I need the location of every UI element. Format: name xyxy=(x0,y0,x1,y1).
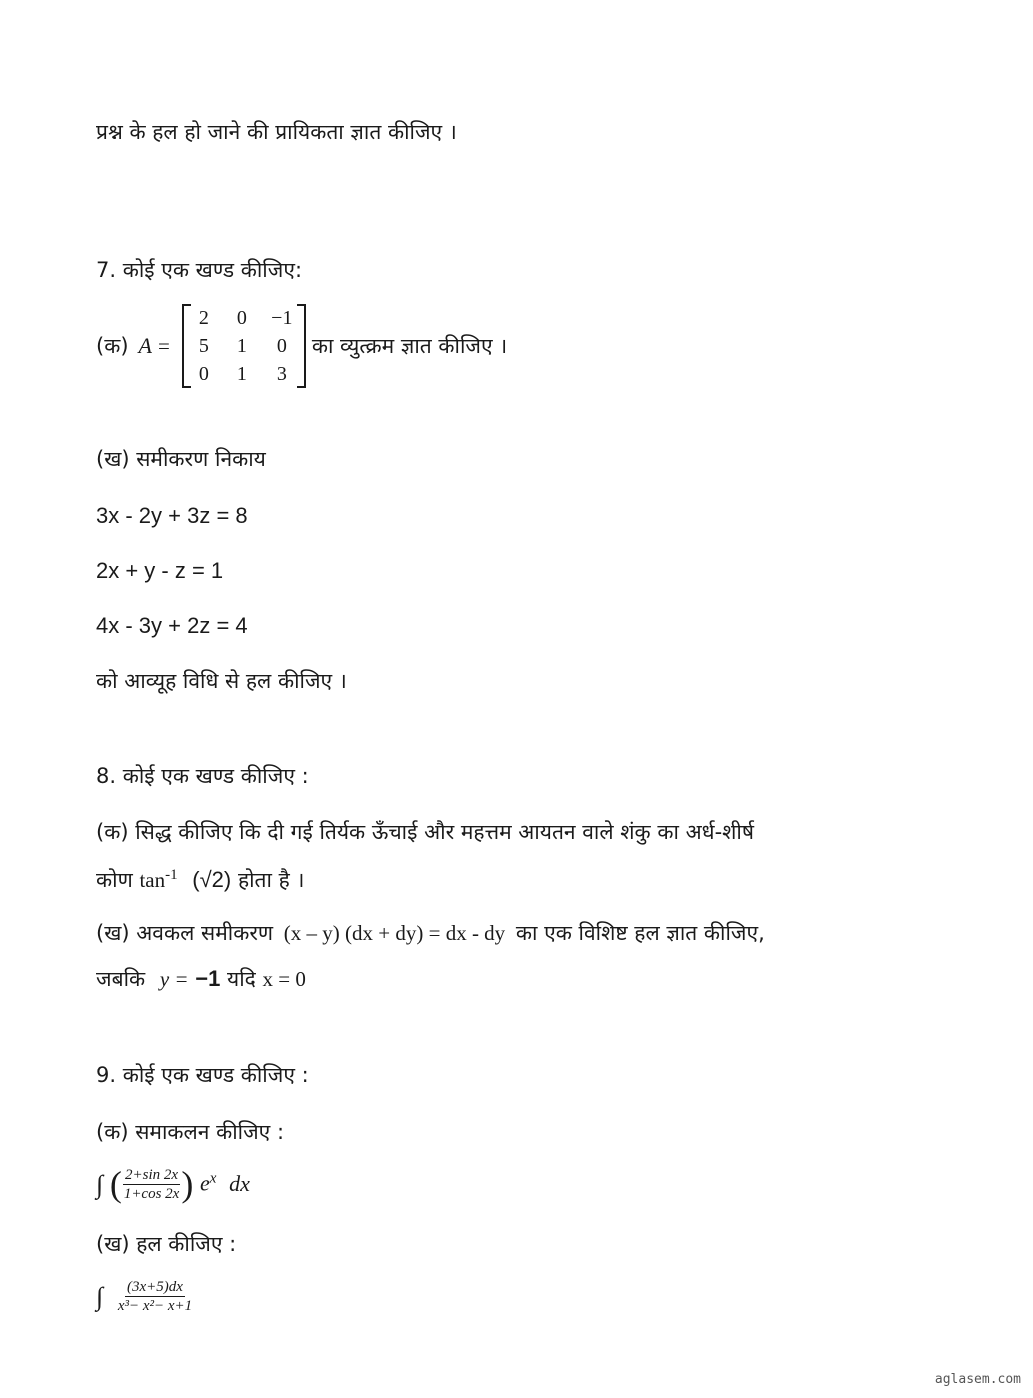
matrix-cell: 3 xyxy=(276,363,287,385)
q9-heading: 9. कोई एक खण्ड कीजिए : xyxy=(96,1063,309,1087)
q8-heading: 8. कोई एक खण्ड कीजिए : xyxy=(96,764,309,788)
q9-a-label: (क) समाकलन कीजिए : xyxy=(96,1120,285,1144)
q7-b-label: (ख) समीकरण निकाय xyxy=(96,447,266,471)
matrix-a xyxy=(182,304,306,388)
integral-b xyxy=(96,1278,194,1315)
tan-text: tan xyxy=(139,868,166,892)
q9-b-label: (ख) हल कीजिए : xyxy=(96,1232,237,1256)
left-paren: ( xyxy=(109,1164,122,1204)
fraction-denominator: x³− x²− x+1 xyxy=(117,1298,193,1314)
tan-argument: (√2) xyxy=(192,867,232,892)
q7-part-a xyxy=(96,306,507,386)
matrix-cell: 0 xyxy=(198,363,209,385)
q8-a-pre: कोण xyxy=(96,868,133,892)
integral-sign: ∫ xyxy=(96,1170,104,1199)
q7-a-text: का व्युत्क्रम ज्ञात कीजिए । xyxy=(311,334,508,358)
equation-2: 2x + y - z = 1 xyxy=(96,558,224,583)
q8-b2-mid: यदि xyxy=(227,967,256,991)
matrix-cell: −1 xyxy=(271,307,293,329)
q8-a-line2 xyxy=(96,866,304,893)
y-condition: y = xyxy=(159,967,189,991)
equation-3: 4x - 3y + 2z = 4 xyxy=(96,613,248,638)
exp-power: x xyxy=(209,1170,217,1187)
q8-b2-pre: जबकि xyxy=(96,967,146,991)
q8-b-post: का एक विशिष्ट हल ज्ञात कीजिए, xyxy=(515,921,765,945)
fraction-b xyxy=(116,1278,194,1315)
integral-sign: ∫ xyxy=(96,1281,104,1311)
differential-equation: (x – y) (dx + dy) = dx - dy xyxy=(283,921,506,945)
dx: dx xyxy=(229,1170,250,1196)
matrix-cell: 2 xyxy=(198,307,209,329)
matrix-cell: 1 xyxy=(236,335,247,357)
q7-a-eq: = xyxy=(157,333,170,358)
footer-watermark: aglasem.com xyxy=(934,1372,1021,1387)
fraction-a xyxy=(122,1166,182,1203)
matrix-cell: 0 xyxy=(276,335,287,357)
matrix-cell: 0 xyxy=(236,307,247,329)
matrix-cell: 1 xyxy=(236,363,247,385)
matrix-cell: 5 xyxy=(198,335,209,357)
equation-1: 3x - 2y + 3z = 8 xyxy=(96,503,248,528)
q8-b-line xyxy=(96,921,765,946)
q8-b-pre: (ख) अवकल समीकरण xyxy=(96,921,274,945)
fraction-numerator: 2+sin 2x xyxy=(125,1167,179,1184)
tan-superscript: -1 xyxy=(165,867,178,883)
right-paren: ) xyxy=(181,1164,194,1204)
q7-heading: 7. कोई एक खण्ड कीजिए: xyxy=(96,258,303,282)
q8-b2-line xyxy=(96,966,306,992)
q7-a-label: (क) xyxy=(96,334,129,358)
fraction-denominator: 1+cos 2x xyxy=(123,1186,180,1203)
q8-a-line1: (क) सिद्ध कीजिए कि दी गई तिर्यक ऊँचाई और महत्तम आयतन वाले शंकु का अर्ध-शीर्ष xyxy=(96,820,754,844)
fraction-numerator: (3x+5)dx xyxy=(127,1279,183,1295)
q6-continuation: प्रश्न के हल हो जाने की प्रायिकता ज्ञात कीजिए । xyxy=(96,120,457,144)
q7-a-var: A xyxy=(138,333,152,358)
y-value: −1 xyxy=(195,966,221,991)
q8-a-post: होता है । xyxy=(237,868,305,892)
x-condition: x = 0 xyxy=(262,967,306,991)
exp-base: e xyxy=(200,1170,210,1196)
integral-a xyxy=(96,1163,250,1206)
q7-b-text: को आव्यूह विधि से हल कीजिए । xyxy=(96,669,347,693)
